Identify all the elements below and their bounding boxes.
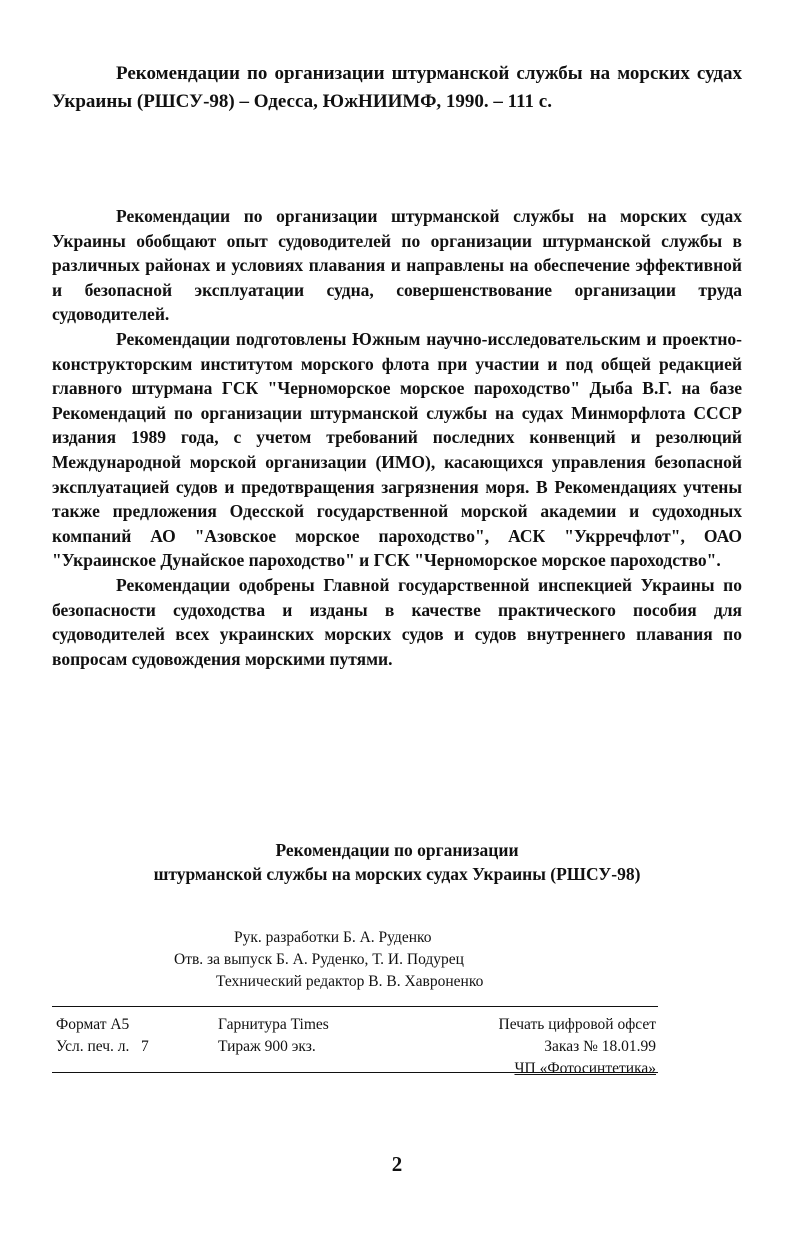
page-number: 2 bbox=[391, 1152, 403, 1176]
imprint-printer: ЧП «Фотосинтетика» bbox=[514, 1060, 656, 1077]
imprint-typeface: Гарнитура Times bbox=[218, 1016, 329, 1033]
imprint-bottom-rule bbox=[52, 1072, 658, 1073]
credit-lead-developer: Рук. разработки Б. А. Руденко bbox=[234, 929, 432, 946]
paragraph-authors: Рекомендации подготовлены Южным научно-исследовательским и проектно-конструкторским институтом морского флота при участии и под общей редакцией главного штурмана ГСК "Черноморское морское пароходство" Дыба В.Г. на базе Рекомендаций по организации штурманской службы на судах Минморфлота СССР издания 1989 года, с учетом требований последних конвенций и резолюций Международной морской организации (ИМО), касающихся управления безопасной эксплуатацией судов и предотвращения загрязнения моря. В Рекомендациях учтены также предложения Одесской государственной морской академии и судоходных компаний АО "Азовское морское пароходство", АСК "Укрречфлот", ОАО "Украинское Дунайское пароходство" и ГСК "Черноморское морское пароходство". bbox=[52, 328, 742, 571]
imprint-block bbox=[52, 1012, 658, 1077]
annotation-text bbox=[52, 204, 742, 671]
imprint-print-method: Печать цифровой офсет bbox=[498, 1016, 656, 1033]
colophon-title-line-1: Рекомендации по организации bbox=[275, 840, 519, 860]
paragraph-approval: Рекомендации одобрены Главной государственной инспекцией Украины по безопасности судоходства и изданы в качестве практического пособия для судоводителей всех украинских морских судов и судов внутреннего плавания по вопросам судовождения морскими путями. bbox=[52, 574, 742, 669]
colophon-title bbox=[52, 838, 742, 886]
colophon-title-line-2: штурманской службы на морских судах Украины (РШСУ-98) bbox=[153, 864, 641, 884]
imprint-format: Формат А5 bbox=[56, 1016, 130, 1033]
paragraph-purpose: Рекомендации по организации штурманской службы на морских судах Украины обобщают опыт судоводителей по организации штурманской службы в различных районах и условиях плавания и направлены на обеспечение эффективной и безопасной эксплуатации судна, совершенствование организации труда судоводителей. bbox=[52, 206, 742, 325]
imprint-print-sheets: Усл. печ. л. 7 bbox=[56, 1038, 149, 1055]
imprint-order: Заказ № 18.01.99 bbox=[544, 1038, 656, 1055]
credit-technical-editor: Технический редактор В. В. Хавроненко bbox=[216, 973, 484, 990]
credit-responsible: Отв. за выпуск Б. А. Руденко, Т. И. Подурец bbox=[174, 951, 464, 968]
bibliographic-citation: Рекомендации по организации штурманской службы на морских судах Украины (РШСУ-98) – Одесса, ЮжНИИМФ, 1990. – 111 с. bbox=[52, 63, 742, 112]
imprint-run: Тираж 900 экз. bbox=[218, 1038, 316, 1055]
imprint-top-rule bbox=[52, 1006, 658, 1007]
